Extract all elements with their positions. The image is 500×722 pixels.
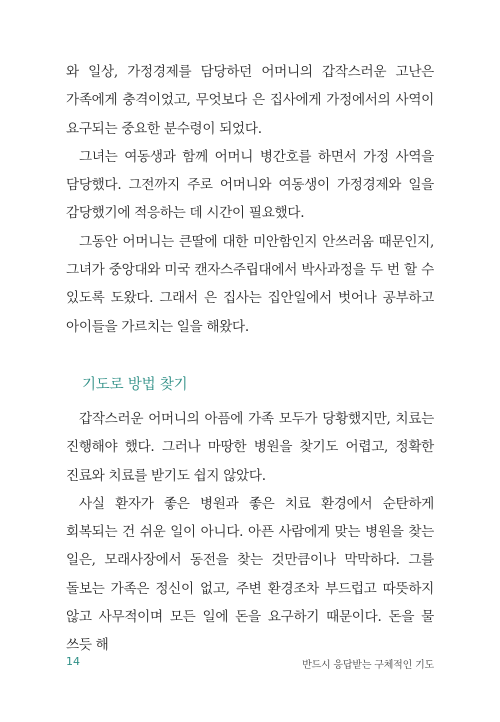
running-footer-title: 반드시 응답받는 구체적인 기도 bbox=[302, 660, 434, 671]
page-number: 14 bbox=[66, 655, 80, 668]
section-heading: 기도로 방법 찾기 bbox=[82, 377, 188, 393]
paragraph-continued: 와 일상, 가정경제를 담당하던 어머니의 갑작스러운 고난은 가족에게 충격이었고, 무엇보다 은 집사에게 가정에서의 사역이 요구되는 중요한 분수령이 되었다. bbox=[66, 64, 434, 137]
paragraph: 갑작스러운 어머니의 아픔에 가족 모두가 당황했지만, 치료는 진행해야 했다. 그러나 마땅한 병원을 찾기도 어렵고, 정확한 진료와 치료를 받기도 쉽지 않았다. bbox=[66, 411, 434, 484]
section-1-body bbox=[66, 58, 434, 341]
paragraph: 그동안 어머니는 큰딸에 대한 미안함인지 안쓰러움 때문인지, 그녀가 중앙대와 미국 캔자스주립대에서 박사과정을 두 번 할 수 있도록 도왔다. 그래서 은 집사는 집안일에서 벗어나 공부하고 아이들을 가르치는 일을 해왔다. bbox=[66, 233, 434, 335]
paragraph: 사실 환자가 좋은 병원과 좋은 치료 환경에서 순탄하게 회복되는 건 쉬운 일이 아니다. 아픈 사람에게 맞는 병원을 찾는 일은, 모래사장에서 동전을 찾는 것만큼이나 막막하다. 그를 돌보는 가족은 정신이 없고, 주변 환경조차 부드럽고 따뜻하지 않고 사무적이며 모든 일에 돈을 요구하기 때문이다. 돈을 물 쓰듯 해 bbox=[66, 495, 434, 654]
section-2-body bbox=[66, 405, 434, 660]
paragraph: 그녀는 여동생과 함께 어머니 병간호를 하면서 가정 사역을 담당했다. 그전까지 주로 어머니와 여동생이 가정경제와 일을 감당했기에 적응하는 데 시간이 필요했다. bbox=[66, 148, 434, 222]
